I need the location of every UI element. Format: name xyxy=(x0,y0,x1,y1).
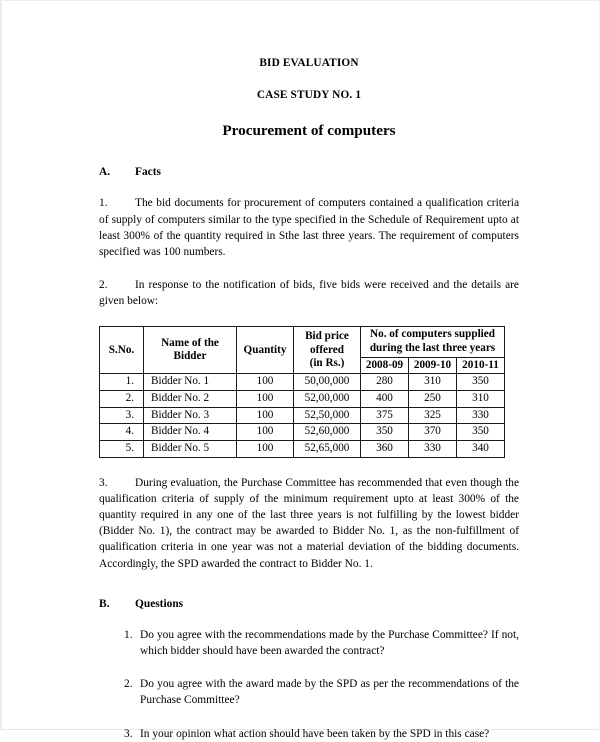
paragraph-3 xyxy=(99,475,519,572)
cell-quantity: 100 xyxy=(237,424,294,441)
document-heading-secondary: CASE STUDY NO. 1 xyxy=(256,88,362,101)
cell-bid-price: 52,65,000 xyxy=(294,441,361,458)
column-header-supplied-group xyxy=(361,327,505,357)
cell-bidder: Bidder No. 2 xyxy=(144,391,237,408)
cell-quantity: 100 xyxy=(237,374,294,391)
cell-year-2009-10: 370 xyxy=(409,424,457,441)
cell-year-2008-09: 350 xyxy=(361,424,409,441)
cell-sno: 4. xyxy=(100,424,144,441)
table-row xyxy=(100,424,505,441)
document-heading-primary: BID EVALUATION xyxy=(259,57,359,69)
cell-year-2008-09: 375 xyxy=(361,407,409,424)
paragraph-2 xyxy=(99,277,519,309)
table-header-row-primary xyxy=(100,327,505,357)
column-header-bid-price-line-1: Bid price xyxy=(305,329,349,342)
column-header-bid-price-line-3: (in Rs.) xyxy=(309,357,345,370)
column-header-bidder-line-1: Name of the xyxy=(161,336,219,349)
column-header-bidder xyxy=(144,327,237,374)
section-letter-b: B. xyxy=(99,597,110,610)
column-header-year-2008-09: 2008-09 xyxy=(361,357,409,374)
table-row xyxy=(100,391,505,408)
question-text: In your opinion what action should have been taken by the SPD in this case? xyxy=(140,727,490,740)
section-label-facts: Facts xyxy=(135,166,161,179)
cell-bid-price: 50,00,000 xyxy=(294,374,361,391)
cell-quantity: 100 xyxy=(237,441,294,458)
column-header-sno: S.No. xyxy=(100,327,144,374)
paragraph-1-number: 1. xyxy=(99,197,108,210)
paragraph-1-text: The bid documents for procurement of computers contained a qualification criteria of supply of computers similar to the type specified in the Schedule of Requirement upto at least 300% of the quantity required in Sthe last three years. The requirement of computers specified was 100 numbers. xyxy=(99,197,519,258)
column-header-supplied-line-2: during the last three years xyxy=(369,342,496,355)
cell-year-2009-10: 250 xyxy=(409,391,457,408)
bid-details-table-wrapper xyxy=(99,326,519,457)
section-heading-questions xyxy=(99,598,519,610)
paragraph-3-number: 3. xyxy=(99,476,108,489)
cell-bidder: Bidder No. 4 xyxy=(144,424,237,441)
cell-bidder: Bidder No. 1 xyxy=(144,374,237,391)
paragraph-1 xyxy=(99,195,519,260)
cell-bid-price: 52,50,000 xyxy=(294,407,361,424)
table-row xyxy=(100,374,505,391)
cell-year-2009-10: 310 xyxy=(409,374,457,391)
section-heading-facts xyxy=(99,166,519,178)
section-label-questions: Questions xyxy=(135,597,184,610)
cell-sno: 5. xyxy=(100,441,144,458)
document-content xyxy=(99,57,519,742)
question-number: 2. xyxy=(124,678,133,691)
cell-year-2008-09: 360 xyxy=(361,441,409,458)
page-title: Procurement of computers xyxy=(222,122,396,140)
question-text: Do you agree with the award made by the SPD as per the recommendations of the Purchase Committee? xyxy=(140,678,519,707)
list-item xyxy=(99,676,519,708)
paragraph-2-text: In response to the notification of bids, five bids were received and the details are given below: xyxy=(99,279,519,308)
cell-year-2010-11: 310 xyxy=(457,391,505,408)
cell-sno: 2. xyxy=(100,391,144,408)
cell-bid-price: 52,60,000 xyxy=(294,424,361,441)
table-row xyxy=(100,407,505,424)
section-letter-a: A. xyxy=(99,166,111,179)
question-number: 1. xyxy=(124,628,133,641)
column-header-bid-price-line-2: offered xyxy=(310,343,344,356)
list-item xyxy=(99,627,519,659)
cell-quantity: 100 xyxy=(237,391,294,408)
questions-list xyxy=(99,627,519,742)
cell-year-2009-10: 330 xyxy=(409,441,457,458)
paragraph-2-number: 2. xyxy=(99,279,108,292)
question-number: 3. xyxy=(124,727,133,740)
cell-bidder: Bidder No. 3 xyxy=(144,407,237,424)
cell-bid-price: 52,00,000 xyxy=(294,391,361,408)
cell-year-2010-11: 350 xyxy=(457,424,505,441)
cell-year-2009-10: 325 xyxy=(409,407,457,424)
column-header-supplied-line-1: No. of computers supplied xyxy=(370,328,495,341)
cell-year-2010-11: 350 xyxy=(457,374,505,391)
bid-details-table xyxy=(99,326,505,457)
paragraph-3-text: During evaluation, the Purchase Committee has recommended that even though the qualification criteria of supply of the minimum requirement upto at least 300% of the quantity required in any one of the last three years is not fulfilling by the lowest bidder (Bidder No. 1), the contract may be awarded to Bidder No. 1, as the non-fulfillment of qualification criteria in one year was not a material deviation of the bidding documents. Accordingly, the SPD awarded the contract to Bidder No. 1. xyxy=(99,476,519,570)
cell-bidder: Bidder No. 5 xyxy=(144,441,237,458)
list-item xyxy=(99,726,519,742)
cell-sno: 3. xyxy=(100,407,144,424)
cell-year-2008-09: 400 xyxy=(361,391,409,408)
column-header-quantity: Quantity xyxy=(237,327,294,374)
column-header-bid-price xyxy=(294,327,361,374)
table-row xyxy=(100,441,505,458)
column-header-year-2010-11: 2010-11 xyxy=(457,357,505,374)
cell-year-2010-11: 340 xyxy=(457,441,505,458)
cell-year-2008-09: 280 xyxy=(361,374,409,391)
cell-sno: 1. xyxy=(100,374,144,391)
cell-year-2010-11: 330 xyxy=(457,407,505,424)
cell-quantity: 100 xyxy=(237,407,294,424)
column-header-year-2009-10: 2009-10 xyxy=(409,357,457,374)
column-header-bidder-line-2: Bidder xyxy=(173,350,207,363)
question-text: Do you agree with the recommendations made by the Purchase Committee? If not, which bidder should have been awarded the contract? xyxy=(140,628,519,658)
